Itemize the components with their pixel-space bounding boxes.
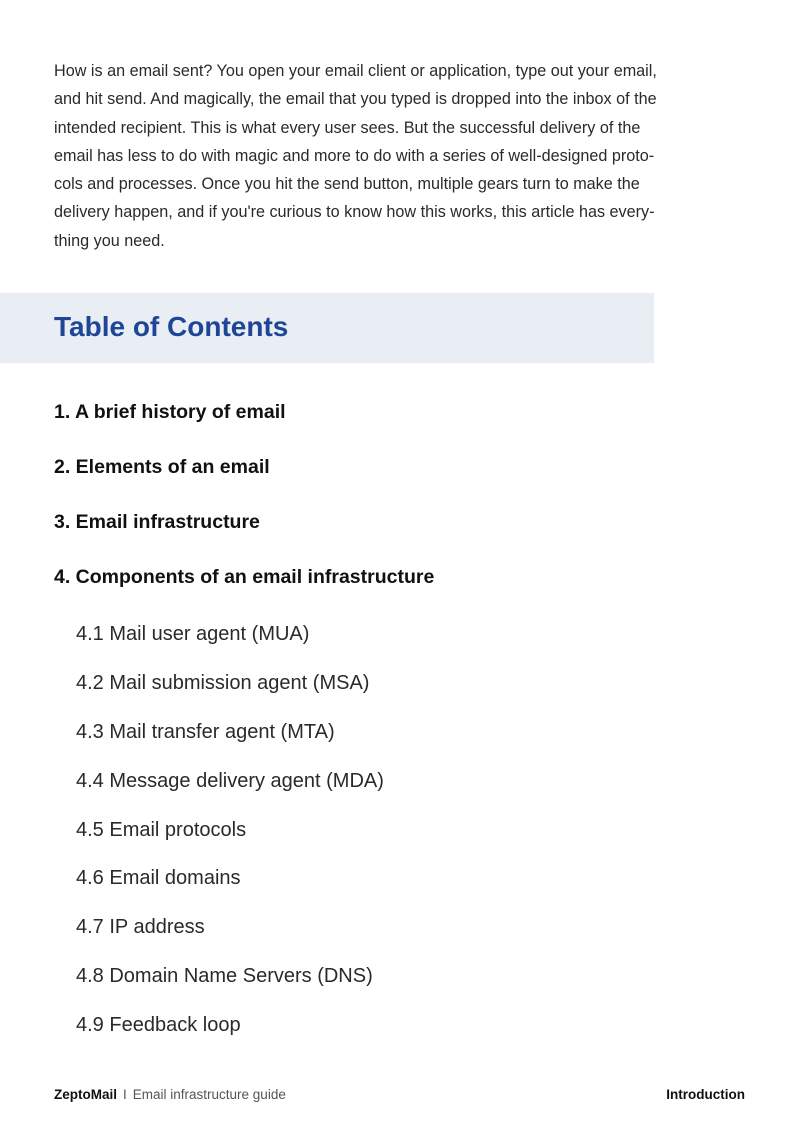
- toc-item-components[interactable]: 4. Components of an email infrastructure: [54, 566, 435, 588]
- toc-sub-list: [76, 618, 384, 1058]
- toc-subitem-protocols[interactable]: 4.5 Email protocols: [76, 818, 247, 841]
- intro-paragraph: How is an email sent? You open your email client or application, type out your email, and hit send. And magically, the email that you typed is dropped into the inbox of the intended recipient. This is what every user sees. But the successful delivery of the email has less to do with magic and more to do with a series of well-designed proto- cols and processes. Once you hit the send button, multiple gears turn to make the delivery happen, and if you're curious to know how this works, this article has every- thing you need.: [54, 62, 657, 250]
- footer-separator: I: [123, 1087, 127, 1102]
- toc-item-elements[interactable]: 2. Elements of an email: [54, 456, 270, 478]
- toc-subitem-ip-address[interactable]: 4.7 IP address: [76, 916, 205, 939]
- toc-item-history[interactable]: 1. A brief history of email: [54, 401, 286, 423]
- toc-title: Table of Contents: [54, 311, 289, 342]
- page-footer: [54, 1085, 745, 1105]
- toc-subitem-domains[interactable]: 4.6 Email domains: [76, 867, 241, 890]
- toc-main-list: [54, 396, 434, 616]
- toc-subitem-feedback-loop[interactable]: 4.9 Feedback loop: [76, 1014, 241, 1037]
- footer-section-name: Introduction: [666, 1087, 745, 1102]
- toc-subitem-dns[interactable]: 4.8 Domain Name Servers (DNS): [76, 965, 373, 988]
- footer-brand: ZeptoMail: [54, 1087, 117, 1102]
- toc-item-infrastructure[interactable]: 3. Email infrastructure: [54, 511, 260, 533]
- footer-guide-title: Email infrastructure guide: [132, 1087, 286, 1102]
- toc-subitem-mda[interactable]: 4.4 Message delivery agent (MDA): [76, 769, 384, 792]
- toc-subitem-mta[interactable]: 4.3 Mail transfer agent (MTA): [76, 720, 335, 743]
- toc-subitem-msa[interactable]: 4.2 Mail submission agent (MSA): [76, 671, 370, 694]
- toc-subitem-mua[interactable]: 4.1 Mail user agent (MUA): [76, 623, 310, 645]
